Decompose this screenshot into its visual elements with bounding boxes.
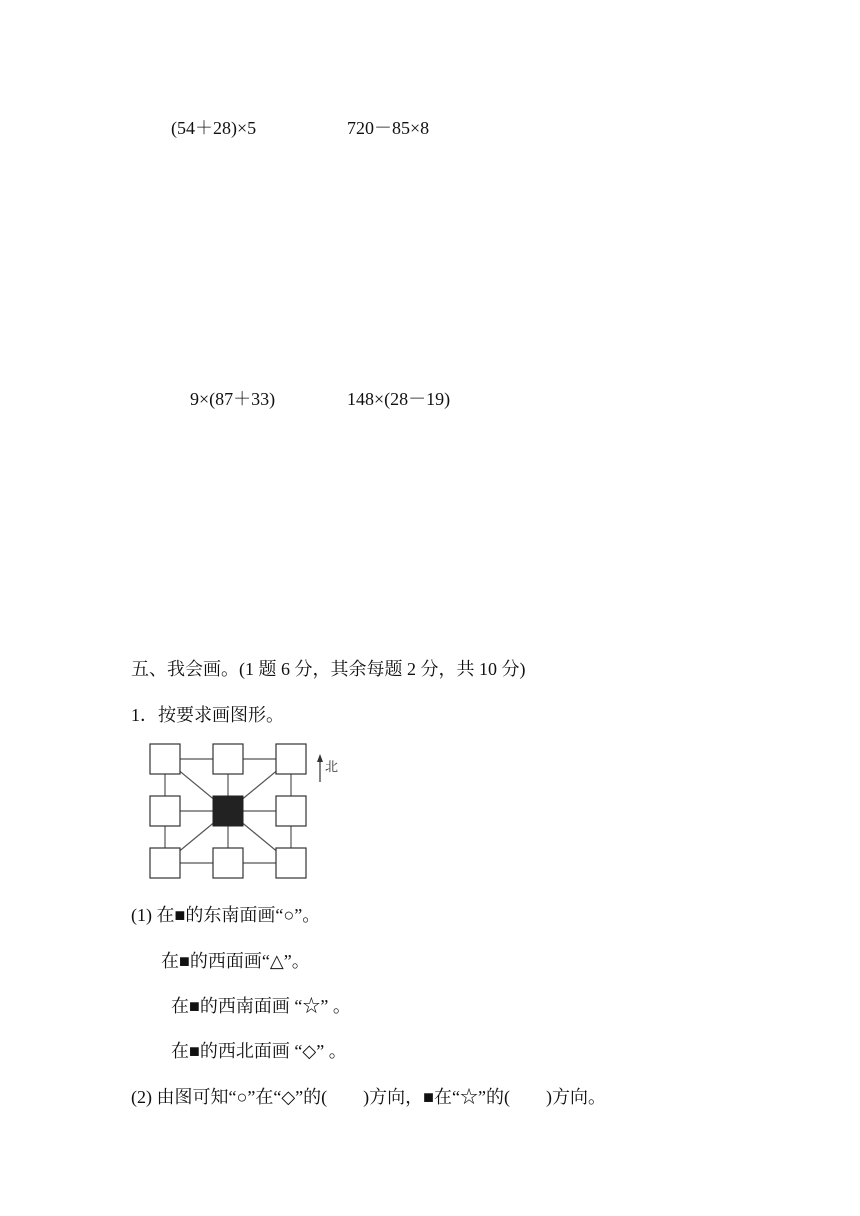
grid-box-ne bbox=[276, 744, 306, 774]
part1-line3: 在■的西南面画 “☆” 。 bbox=[171, 996, 351, 1016]
part1-line2: 在■的西面画“△”。 bbox=[161, 951, 310, 971]
grid-box-nw bbox=[150, 744, 180, 774]
part2-line: (2) 由图可知“○”在“◇”的( )方向，■在“☆”的( )方向。 bbox=[131, 1087, 606, 1107]
grid-box-n bbox=[213, 744, 243, 774]
expr-1: (54＋28)×5 bbox=[171, 118, 257, 138]
part1-line1: (1) 在■的东南面画“○”。 bbox=[131, 905, 321, 925]
center-filled-square bbox=[213, 796, 243, 826]
grid-box-e bbox=[276, 796, 306, 826]
expr-2: 720－85×8 bbox=[347, 118, 430, 138]
grid-box-s bbox=[213, 848, 243, 878]
direction-grid-diagram bbox=[140, 738, 355, 888]
section-heading: 五、我会画。(1 题 6 分，其余每题 2 分，共 10 分) bbox=[131, 659, 526, 679]
north-label: 北 bbox=[325, 760, 339, 775]
grid-box-sw bbox=[150, 848, 180, 878]
north-arrow-icon bbox=[317, 754, 323, 782]
grid-box-se bbox=[276, 848, 306, 878]
part1-line4: 在■的西北面画 “◇” 。 bbox=[171, 1041, 347, 1061]
expr-4: 148×(28－19) bbox=[347, 389, 451, 409]
grid-box-w bbox=[150, 796, 180, 826]
question-1-title: 1．按要求画图形。 bbox=[131, 705, 284, 725]
expr-3: 9×(87＋33) bbox=[190, 389, 276, 409]
